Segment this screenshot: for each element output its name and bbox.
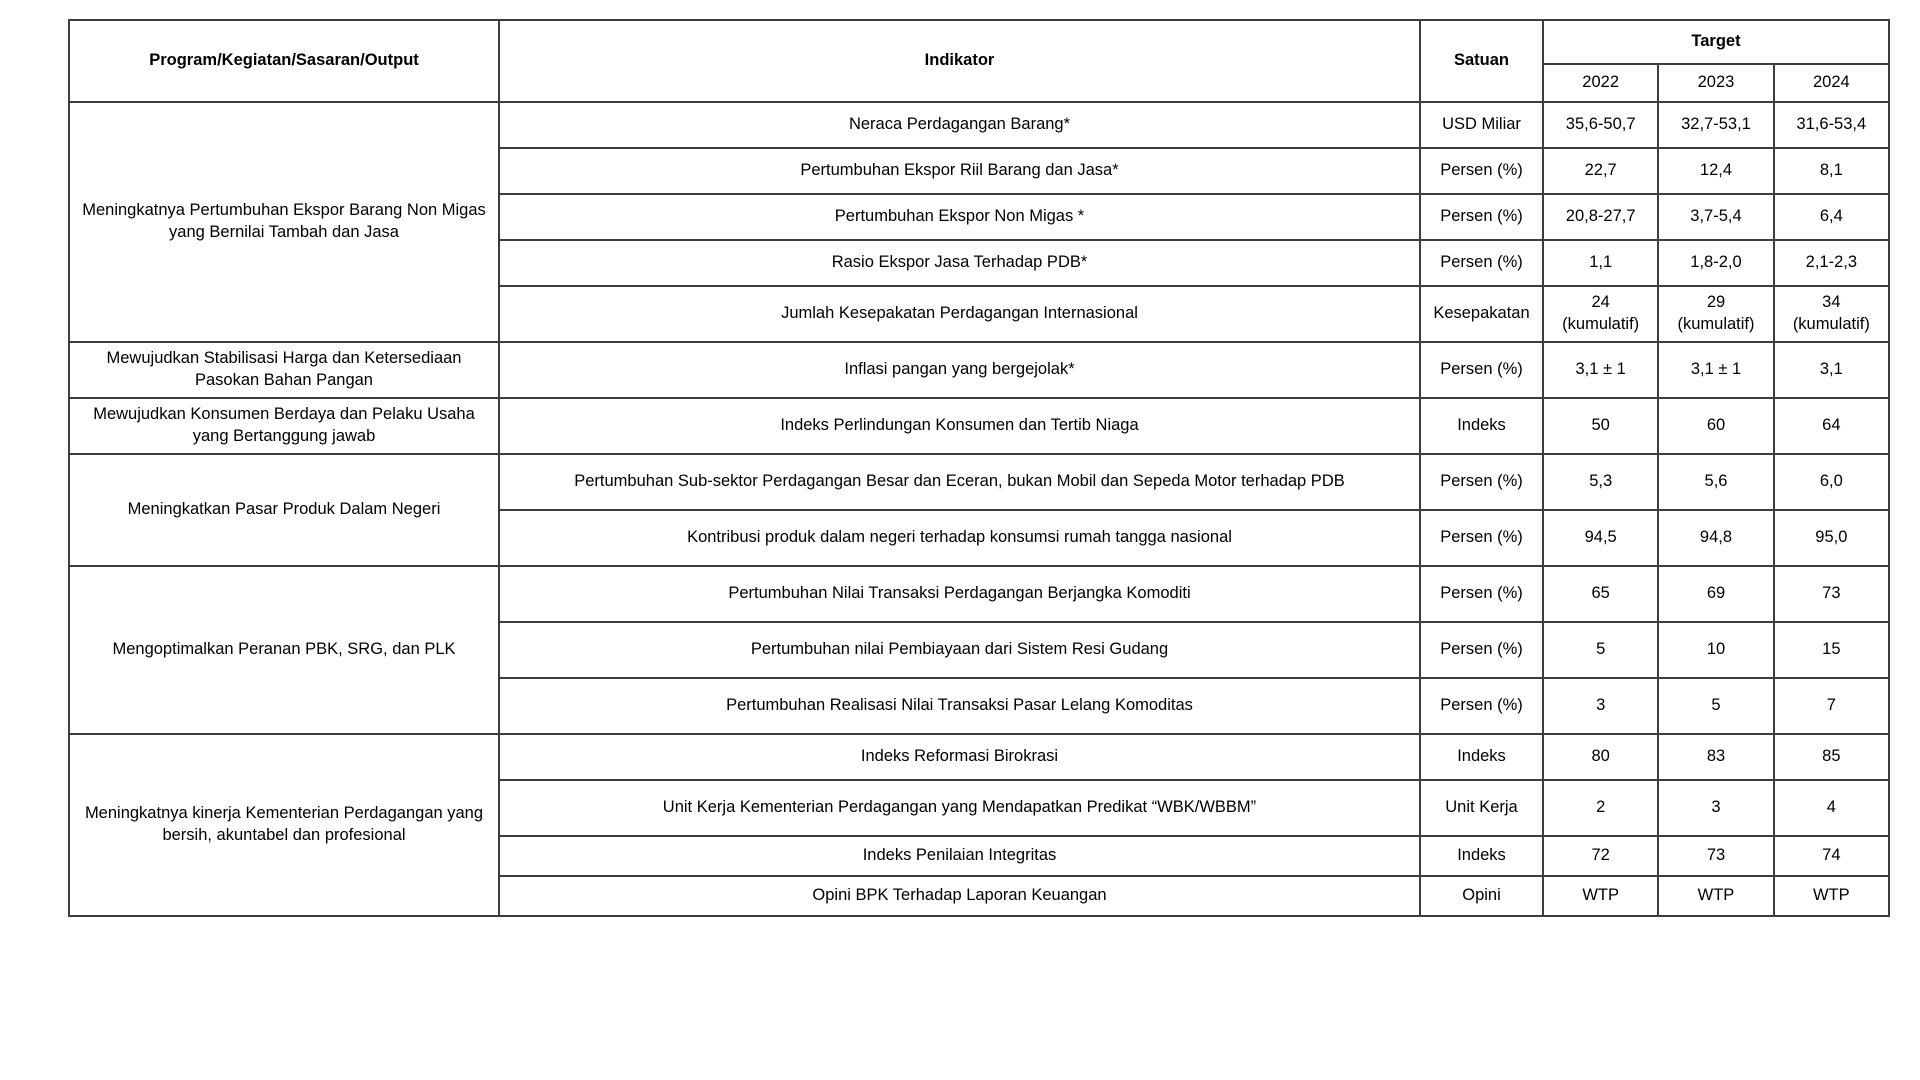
target-2022-cell: 5	[1543, 622, 1658, 678]
program-group-label: Meningkatkan Pasar Produk Dalam Negeri	[69, 454, 499, 566]
target-2023-cell: 10	[1658, 622, 1773, 678]
program-group-label: Mengoptimalkan Peranan PBK, SRG, dan PLK	[69, 566, 499, 734]
target-2022-cell: 24 (kumulatif)	[1543, 286, 1658, 342]
unit-cell: Persen (%)	[1420, 510, 1543, 566]
table-row	[69, 454, 1889, 510]
target-2022-cell: 2	[1543, 780, 1658, 836]
unit-cell: Indeks	[1420, 398, 1543, 454]
indicator-cell: Kontribusi produk dalam negeri terhadap konsumsi rumah tangga nasional	[499, 510, 1420, 566]
unit-cell: Persen (%)	[1420, 454, 1543, 510]
target-2023-cell: 5	[1658, 678, 1773, 734]
target-2024-cell: 85	[1774, 734, 1889, 780]
unit-cell: Indeks	[1420, 734, 1543, 780]
indicator-cell: Neraca Perdagangan Barang*	[499, 102, 1420, 148]
target-2023-cell: WTP	[1658, 876, 1773, 916]
col-header-indikator: Indikator	[499, 20, 1420, 102]
target-2022-cell: 50	[1543, 398, 1658, 454]
target-2024-cell: 74	[1774, 836, 1889, 876]
table-row	[69, 398, 1889, 454]
target-2023-cell: 32,7-53,1	[1658, 102, 1773, 148]
col-header-year-2022: 2022	[1543, 64, 1658, 102]
indicator-cell: Pertumbuhan Ekspor Non Migas *	[499, 194, 1420, 240]
target-2022-cell: 80	[1543, 734, 1658, 780]
target-2022-cell: 94,5	[1543, 510, 1658, 566]
unit-cell: Persen (%)	[1420, 194, 1543, 240]
target-2024-cell: 6,0	[1774, 454, 1889, 510]
target-2024-cell: 15	[1774, 622, 1889, 678]
col-header-target: Target	[1543, 20, 1889, 64]
col-header-satuan: Satuan	[1420, 20, 1543, 102]
target-2023-cell: 3,7-5,4	[1658, 194, 1773, 240]
target-2024-cell: 2,1-2,3	[1774, 240, 1889, 286]
unit-cell: Persen (%)	[1420, 678, 1543, 734]
target-2023-cell: 83	[1658, 734, 1773, 780]
header-row-main	[69, 20, 1889, 64]
target-2023-cell: 73	[1658, 836, 1773, 876]
col-header-year-2024: 2024	[1774, 64, 1889, 102]
unit-cell: Persen (%)	[1420, 342, 1543, 398]
col-header-year-2023: 2023	[1658, 64, 1773, 102]
program-group-label: Mewujudkan Konsumen Berdaya dan Pelaku Usaha yang Bertanggung jawab	[69, 398, 499, 454]
target-2024-cell: WTP	[1774, 876, 1889, 916]
unit-cell: USD Miliar	[1420, 102, 1543, 148]
indicator-cell: Opini BPK Terhadap Laporan Keuangan	[499, 876, 1420, 916]
target-2023-cell: 29 (kumulatif)	[1658, 286, 1773, 342]
program-group-label: Meningkatnya kinerja Kementerian Perdagangan yang bersih, akuntabel dan profesional	[69, 734, 499, 916]
indicator-cell: Pertumbuhan Nilai Transaksi Perdagangan Berjangka Komoditi	[499, 566, 1420, 622]
target-2023-cell: 94,8	[1658, 510, 1773, 566]
indicator-cell: Unit Kerja Kementerian Perdagangan yang Mendapatkan Predikat “WBK/WBBM”	[499, 780, 1420, 836]
unit-cell: Unit Kerja	[1420, 780, 1543, 836]
target-2024-cell: 73	[1774, 566, 1889, 622]
target-2023-cell: 3,1 ± 1	[1658, 342, 1773, 398]
indicator-cell: Pertumbuhan Realisasi Nilai Transaksi Pasar Lelang Komoditas	[499, 678, 1420, 734]
indicator-cell: Jumlah Kesepakatan Perdagangan Internasional	[499, 286, 1420, 342]
unit-cell: Persen (%)	[1420, 622, 1543, 678]
target-2023-cell: 69	[1658, 566, 1773, 622]
target-2024-cell: 8,1	[1774, 148, 1889, 194]
performance-target-table	[68, 19, 1890, 917]
target-2022-cell: 20,8-27,7	[1543, 194, 1658, 240]
indicator-cell: Indeks Reformasi Birokrasi	[499, 734, 1420, 780]
target-2022-cell: 5,3	[1543, 454, 1658, 510]
indicator-cell: Indeks Perlindungan Konsumen dan Tertib Niaga	[499, 398, 1420, 454]
program-group-label: Mewujudkan Stabilisasi Harga dan Ketersediaan Pasokan Bahan Pangan	[69, 342, 499, 398]
table-container	[68, 19, 1888, 917]
target-2024-cell: 7	[1774, 678, 1889, 734]
indicator-cell: Rasio Ekspor Jasa Terhadap PDB*	[499, 240, 1420, 286]
target-2022-cell: 1,1	[1543, 240, 1658, 286]
target-2023-cell: 3	[1658, 780, 1773, 836]
target-2023-cell: 5,6	[1658, 454, 1773, 510]
target-2022-cell: 3	[1543, 678, 1658, 734]
unit-cell: Kesepakatan	[1420, 286, 1543, 342]
target-2023-cell: 12,4	[1658, 148, 1773, 194]
table-row	[69, 734, 1889, 780]
target-2024-cell: 3,1	[1774, 342, 1889, 398]
target-2022-cell: 35,6-50,7	[1543, 102, 1658, 148]
target-2022-cell: 3,1 ± 1	[1543, 342, 1658, 398]
indicator-cell: Indeks Penilaian Integritas	[499, 836, 1420, 876]
unit-cell: Persen (%)	[1420, 566, 1543, 622]
table-header	[69, 20, 1889, 102]
indicator-cell: Pertumbuhan Ekspor Riil Barang dan Jasa*	[499, 148, 1420, 194]
unit-cell: Persen (%)	[1420, 148, 1543, 194]
target-2022-cell: 22,7	[1543, 148, 1658, 194]
unit-cell: Opini	[1420, 876, 1543, 916]
unit-cell: Persen (%)	[1420, 240, 1543, 286]
table-row	[69, 566, 1889, 622]
target-2022-cell: 65	[1543, 566, 1658, 622]
table-body	[69, 102, 1889, 916]
table-row	[69, 342, 1889, 398]
indicator-cell: Pertumbuhan Sub-sektor Perdagangan Besar dan Eceran, bukan Mobil dan Sepeda Motor terhadap PDB	[499, 454, 1420, 510]
target-2023-cell: 1,8-2,0	[1658, 240, 1773, 286]
target-2022-cell: 72	[1543, 836, 1658, 876]
program-group-label: Meningkatnya Pertumbuhan Ekspor Barang Non Migas yang Bernilai Tambah dan Jasa	[69, 102, 499, 342]
target-2022-cell: WTP	[1543, 876, 1658, 916]
target-2024-cell: 64	[1774, 398, 1889, 454]
target-2024-cell: 6,4	[1774, 194, 1889, 240]
indicator-cell: Pertumbuhan nilai Pembiayaan dari Sistem Resi Gudang	[499, 622, 1420, 678]
table-row	[69, 102, 1889, 148]
target-2024-cell: 95,0	[1774, 510, 1889, 566]
target-2024-cell: 34 (kumulatif)	[1774, 286, 1889, 342]
target-2024-cell: 4	[1774, 780, 1889, 836]
col-header-program: Program/Kegiatan/Sasaran/Output	[69, 20, 499, 102]
unit-cell: Indeks	[1420, 836, 1543, 876]
indicator-cell: Inflasi pangan yang bergejolak*	[499, 342, 1420, 398]
target-2024-cell: 31,6-53,4	[1774, 102, 1889, 148]
target-2023-cell: 60	[1658, 398, 1773, 454]
